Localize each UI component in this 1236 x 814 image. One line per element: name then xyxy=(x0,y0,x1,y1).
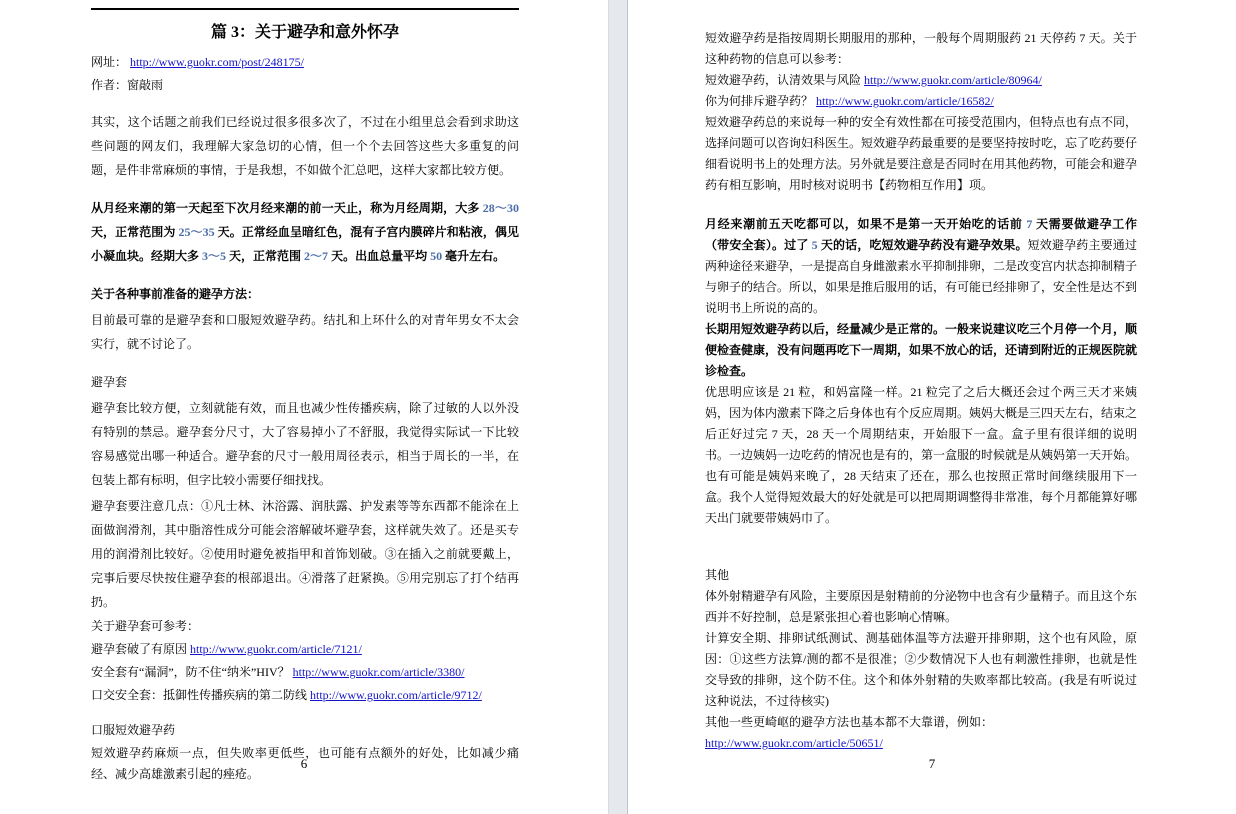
page-gutter xyxy=(608,0,628,814)
hyperlink[interactable]: http://www.guokr.com/article/80964/ xyxy=(864,73,1042,87)
paragraph xyxy=(705,319,1137,382)
blank-line xyxy=(705,196,1137,214)
paragraph xyxy=(91,685,519,706)
text-run: 作者：窗敲雨 xyxy=(91,78,164,92)
text-run: 计算安全期、排卵试纸测试、测基础体温等方法避开排卵期，这个也有风险，原因：①这些方法算/测的都不是很准；②少数情况下人也有刺激性排卵，也就是性交导致的排卵，这个防不住。这个和体外射精的失败率都比较高。(我是有听说过这种说法，不过待核实) xyxy=(705,631,1137,708)
paragraph xyxy=(91,196,519,268)
text-run: 3～5 xyxy=(202,249,227,263)
text-run: 短效避孕药总的来说每一种的安全有效性都在可接受范围内，但特点也有点不同，选择问题可以咨询妇科医生。短效避孕药最重要的是要坚持按时吃，忘了吃药要仔细看说明书上的处理方法。另外就是要注意是否同时在用其他药物，可能会和避孕药有相互影响，用时核对说明书【药物相互作用】项。 xyxy=(705,115,1137,192)
paragraph xyxy=(705,214,1137,319)
text-run: 毫升左右。 xyxy=(442,249,506,263)
paragraph xyxy=(91,282,519,306)
paragraph xyxy=(91,396,519,492)
text-run: 月经来潮前五天吃都可以，如果不是第一天开始吃的话前 xyxy=(705,217,1027,231)
text-run: 天的话，吃短效避孕药没有避孕效果。 xyxy=(817,238,1028,252)
paragraph xyxy=(705,28,1137,70)
text-run: 避孕套要注意几点：①凡士林、沐浴露、润肤露、护发素等等东西都不能涂在上面做润滑剂，其中脂溶性成分可能会溶解破坏避孕套，这样就失效了。还是买专用的润滑剂比较好。②使用时避免被指甲和首饰划破。③在插入之前就要戴上，完事后要尽快按住避孕套的根部退出。④滑落了赶紧换。⑤用完别忘了打个结再扔。 xyxy=(91,499,519,609)
text-run: 避孕套破了有原因 xyxy=(91,642,191,656)
paragraph xyxy=(705,91,1137,112)
text-run: 口服短效避孕药 xyxy=(91,723,176,737)
paragraph xyxy=(705,628,1137,712)
page-left xyxy=(0,0,608,814)
text-run: 优思明应该是 21 粒，和妈富隆一样。21 粒完了之后大概还会过个两三天才来姨妈，因为体内激素下降之后身体也有个反应周期。姨妈大概是三四天左右，结束之后正好过完 7 天，28 天一个周期结束，开始服下一盒。盒子里有很详细的说明书。一边姨妈一边吃药的情况也是有的，第一盒服的时候就是从姨妈第一天开始。也有可能是姨妈来晚了，28 天结束了还在，那么也按照正常时间继续服用下一盒。我个人觉得短效最大的好处就是可以把周期调整得非常准，每个月都能算好哪天出门就要带姨妈巾了。 xyxy=(705,385,1137,525)
paragraph xyxy=(91,494,519,614)
paragraph xyxy=(705,70,1137,91)
page-content xyxy=(705,0,1137,784)
paragraph xyxy=(91,110,519,182)
page-content xyxy=(91,0,519,784)
text-run: 关于避孕套可参考： xyxy=(91,619,200,633)
text-run: 短效避孕药主要通过两种途径来避孕，一是提高自身雌激素水平抑制排卵，二是改变宫内状态抑制精子与卵子的结合。所以，如果是推后服用的话，有可能已经排卵了，安全性是达不到说明书上所说的高的。 xyxy=(705,238,1137,315)
page-right xyxy=(628,0,1236,814)
paragraph xyxy=(91,720,519,741)
paragraph xyxy=(705,382,1137,529)
hyperlink[interactable]: http://www.guokr.com/post/248175/ xyxy=(130,55,304,69)
hyperlink[interactable]: http://www.guokr.com/article/7121/ xyxy=(190,642,362,656)
text-run: 其他一些更崎岖的避孕方法也基本都不大靠谱，例如： xyxy=(705,715,994,729)
blank-line xyxy=(91,708,519,720)
text-run: 目前最可靠的是避孕套和口服短效避孕药。结扎和上环什么的对青年男女不太会实行，就不讨论了。 xyxy=(91,313,519,351)
text-run: 天。出血总量平均 xyxy=(328,249,431,263)
hyperlink[interactable]: http://www.guokr.com/article/9712/ xyxy=(310,688,482,702)
text-run: 其他 xyxy=(705,568,730,582)
hyperlink[interactable]: http://www.guokr.com/article/16582/ xyxy=(816,94,994,108)
paragraph xyxy=(91,370,519,394)
paragraph xyxy=(91,662,519,683)
text-run: 篇 3：关于避孕和意外怀孕 xyxy=(210,24,399,41)
document-title xyxy=(91,22,519,44)
text-run: 关于各种事前准备的避孕方法： xyxy=(91,287,260,301)
text-run: 体外射精避孕有风险，主要原因是射精前的分泌物中也含有少量精子。而且这个东西并不好控制，总是紧张担心着也影响心情嘛。 xyxy=(705,589,1137,624)
text-run: 短效避孕药麻烦一点，但失败率更低些，也可能有点额外的好处，比如减少痛经、减少高雄激素引起的痤疮。 xyxy=(91,746,519,781)
text-run: 天。正常经血呈暗红色，混有子宫内膜碎片和粘液，偶见小凝血块。经期大多 xyxy=(91,225,519,263)
paragraph xyxy=(705,733,1137,754)
paragraph xyxy=(91,75,519,96)
text-run: 天，正常范围为 xyxy=(91,225,179,239)
paragraph xyxy=(705,112,1137,196)
text-run: 28～30 xyxy=(482,201,519,215)
hyperlink[interactable]: http://www.guokr.com/article/50651/ xyxy=(705,736,883,750)
text-run: 天需要做避孕工作（带安全套）。过了 xyxy=(705,217,1137,252)
text-run: 7 xyxy=(1026,217,1033,231)
text-run: 安全套有“漏洞”，防不住“纳米”HIV？ xyxy=(91,665,293,679)
paragraph xyxy=(91,616,519,637)
text-run: 5 xyxy=(811,238,818,252)
paragraph xyxy=(705,565,1137,586)
header-rule xyxy=(91,8,519,10)
paragraph xyxy=(91,52,519,73)
text-run: 网址： xyxy=(91,55,131,69)
blank-line xyxy=(91,270,519,282)
blank-line xyxy=(91,184,519,196)
paragraph xyxy=(705,586,1137,628)
text-run: 从月经来潮的第一天起至下次月经来潮的前一天止，称为月经周期，大多 xyxy=(91,201,483,215)
page-number: 6 xyxy=(300,756,308,771)
text-run: 25～35 xyxy=(178,225,215,239)
hyperlink[interactable]: http://www.guokr.com/article/3380/ xyxy=(292,665,465,679)
blank-line xyxy=(705,547,1137,565)
page-number: 7 xyxy=(928,756,936,771)
blank-line xyxy=(91,358,519,370)
text-run: 2～7 xyxy=(304,249,329,263)
text-run: 口交安全套：抵御性传播疾病的第二防线 xyxy=(91,688,311,702)
blank-line xyxy=(91,98,519,110)
text-run: 避孕套比较方便，立刻就能有效，而且也减少性传播疾病，除了过敏的人以外没有特别的禁忌。避孕套分尺寸，大了容易掉小了不舒服，我觉得实际试一下比较容易感觉出哪一种适合。避孕套的尺寸一般用周径表示，相当于周长的一半，在包装上都有标明，但字比较小需要仔细找找。 xyxy=(91,401,519,487)
paragraph xyxy=(705,712,1137,733)
text-run: 天，正常范围 xyxy=(226,249,305,263)
paragraph xyxy=(91,308,519,356)
paragraph xyxy=(91,639,519,660)
text-run: 短效避孕药，认清效果与风险 xyxy=(705,73,865,87)
text-run: 避孕套 xyxy=(91,375,128,389)
text-run: 短效避孕药是指按周期长期服用的那种，一般每个周期服药 21 天停药 7 天。关于这种药物的信息可以参考： xyxy=(705,31,1137,66)
text-run: 你为何排斥避孕药？ xyxy=(705,94,817,108)
text-run: 其实，这个话题之前我们已经说过很多很多次了，不过在小组里总会看到求助这些问题的网友们，我理解大家急切的心情，但一个个去回答这些大多重复的问题，是件非常麻烦的事情，于是我想，不如做个汇总吧，这样大家都比较方便。 xyxy=(91,115,519,177)
text-run: 50 xyxy=(430,249,443,263)
blank-line xyxy=(705,529,1137,547)
text-run: 长期用短效避孕药以后，经量减少是正常的。一般来说建议吃三个月停一个月，顺便检查健康，没有问题再吃下一周期，如果不放心的话，还请到附近的正规医院就诊检查。 xyxy=(705,322,1137,378)
